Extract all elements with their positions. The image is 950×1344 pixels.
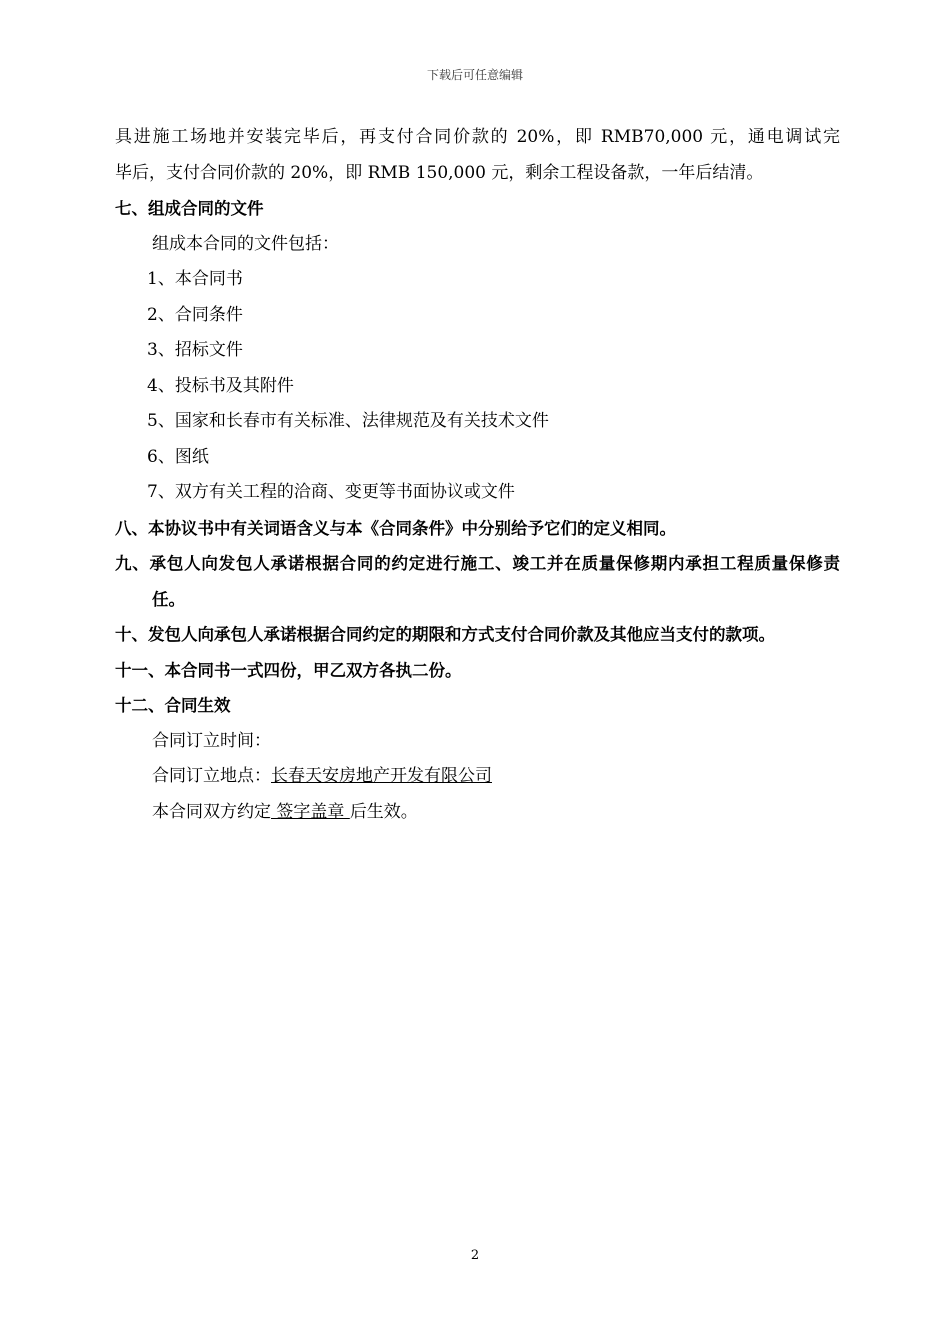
payment-terms-line-1: 具进施工场地并安装完毕后，再支付合同价款的 20%，即 RMB70,000 元，通电调试完 — [115, 127, 840, 147]
contract-doc-item-4: 4、投标书及其附件 — [147, 375, 294, 396]
section-7-intro: 组成本合同的文件包括： — [152, 233, 339, 254]
contract-doc-item-3: 3、招标文件 — [147, 340, 243, 360]
section-11: 十一、本合同书一式四份，甲乙双方各执二份。 — [115, 660, 462, 680]
contract-doc-item-5: 5、国家和长春市有关标准、法律规范及有关技术文件 — [147, 411, 549, 431]
contract-doc-item-2: 2、合同条件 — [147, 304, 243, 325]
effective-condition: 签字盖章 — [271, 801, 350, 822]
section-12-title: 十二、合同生效 — [115, 696, 231, 715]
section-8: 八、本协议书中有关词语含义与本《合同条件》中分别给予它们的定义相同。 — [115, 518, 676, 538]
signing-place — [115, 759, 840, 795]
page-header: 下载后可任意编辑 — [426, 68, 523, 82]
section-7-title: 七、组成合同的文件 — [115, 199, 264, 218]
document-body — [115, 120, 840, 830]
contract-doc-item-6: 6、图纸 — [147, 446, 209, 467]
payment-terms-line-2: 毕后，支付合同价款的 20%，即 RMB 150,000 元，剩余工程设备款，一年后结清。 — [115, 162, 764, 183]
signing-place-label: 合同订立地点： — [152, 766, 271, 786]
effective-suffix: 后生效。 — [349, 801, 418, 822]
effective-prefix: 本合同双方约定 — [152, 801, 271, 822]
signing-place-value: 长春天安房地产开发有限公司 — [271, 766, 492, 786]
contract-doc-item-1: 1、本合同书 — [147, 269, 243, 289]
contract-doc-item-7: 7、双方有关工程的洽商、变更等书面协议或文件 — [147, 482, 515, 502]
section-10: 十、发包人向承包人承诺根据合同约定的期限和方式支付合同价款及其他应当支付的款项。 — [115, 625, 775, 644]
section-9: 九、承包人向发包人承诺根据合同的约定进行施工、竣工并在质量保修期内承担工程质量保修责任。 — [115, 554, 840, 609]
signing-time-label: 合同订立时间： — [152, 730, 271, 751]
page-number: 2 — [470, 1248, 480, 1263]
signing-time — [115, 724, 840, 760]
effective-clause — [115, 795, 840, 831]
